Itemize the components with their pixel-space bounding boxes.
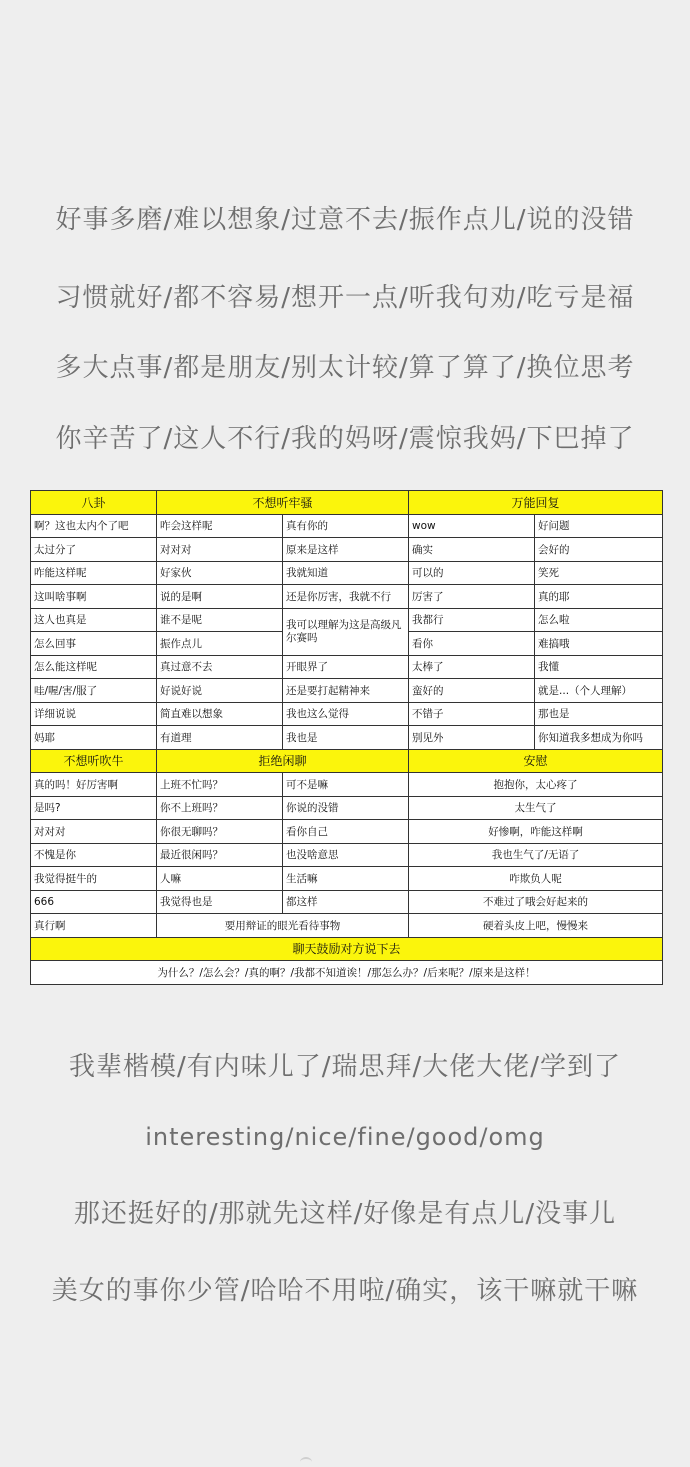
table-cell: 可不是嘛 bbox=[283, 773, 409, 797]
table-cell: 怎么啦 bbox=[535, 608, 663, 632]
chat-reply-table bbox=[30, 490, 663, 985]
table-cell: 会好的 bbox=[535, 538, 663, 562]
table-cell: 太过分了 bbox=[31, 538, 157, 562]
table-row bbox=[31, 561, 663, 585]
table-cell: 看你自己 bbox=[283, 820, 409, 844]
phrase-line-8: 美女的事你少管/哈哈不用啦/确实，该干嘛就干嘛 bbox=[51, 1276, 639, 1306]
table-row bbox=[31, 514, 663, 538]
bottom-mark bbox=[300, 1457, 312, 1467]
table-cell: 还是你厉害，我就不行 bbox=[283, 585, 409, 609]
table-cell: 真行啊 bbox=[31, 914, 157, 938]
table-cell: 抱抱你，太心疼了 bbox=[409, 773, 663, 797]
phrase-line-6: interesting/nice/fine/good/omg bbox=[145, 1123, 545, 1151]
table-cell: 我也生气了/无语了 bbox=[409, 843, 663, 867]
table-cell: 也没啥意思 bbox=[283, 843, 409, 867]
table-cell: 太棒了 bbox=[409, 655, 535, 679]
header-complaint: 不想听牢骚 bbox=[157, 491, 409, 515]
table-cell: 硬着头皮上吧，慢慢来 bbox=[409, 914, 663, 938]
header-comfort: 安慰 bbox=[409, 749, 663, 773]
table-row bbox=[31, 679, 663, 703]
table-cell: 蛮好的 bbox=[409, 679, 535, 703]
table-cell: 不错子 bbox=[409, 702, 535, 726]
table-cell: 你不上班吗？ bbox=[157, 796, 283, 820]
phrase-line-3: 多大点事/都是朋友/别太计较/算了算了/换位思考 bbox=[55, 353, 635, 383]
table-cell: 别见外 bbox=[409, 726, 535, 750]
phrase-line-1: 好事多磨/难以想象/过意不去/振作点儿/说的没错 bbox=[55, 205, 635, 235]
table-cell: 我就知道 bbox=[283, 561, 409, 585]
table-row bbox=[31, 608, 663, 632]
table-cell: 你说的没错 bbox=[283, 796, 409, 820]
table-cell: 我也是 bbox=[283, 726, 409, 750]
table-cell: 厉害了 bbox=[409, 585, 535, 609]
table-cell: 真的吗！好厉害啊 bbox=[31, 773, 157, 797]
table-cell: 我也这么觉得 bbox=[283, 702, 409, 726]
table-cell: 要用辩证的眼光看待事物 bbox=[157, 914, 409, 938]
table-cell: 看你 bbox=[409, 632, 535, 656]
table-cell: 确实 bbox=[409, 538, 535, 562]
table-cell: 是吗? bbox=[31, 796, 157, 820]
table-cell: 还是要打起精神来 bbox=[283, 679, 409, 703]
table-cell: 咋能这样呢 bbox=[31, 561, 157, 585]
table-cell: 振作点儿 bbox=[157, 632, 283, 656]
table-cell: 简直难以想象 bbox=[157, 702, 283, 726]
table-cell: 我懂 bbox=[535, 655, 663, 679]
table-cell: 我都行 bbox=[409, 608, 535, 632]
table-row bbox=[31, 843, 663, 867]
table-cell: 生活嘛 bbox=[283, 867, 409, 891]
header-brag: 不想听吹牛 bbox=[31, 749, 157, 773]
header-gossip: 八卦 bbox=[31, 491, 157, 515]
table-cell: 真的耶 bbox=[535, 585, 663, 609]
table-row bbox=[31, 538, 663, 562]
table-cell: 就是...（个人理解） bbox=[535, 679, 663, 703]
table-cell: 666 bbox=[31, 890, 157, 914]
table-cell: 真过意不去 bbox=[157, 655, 283, 679]
table-cell: 好问题 bbox=[535, 514, 663, 538]
table-cell: 人嘛 bbox=[157, 867, 283, 891]
table-cell: 不难过了哦会好起来的 bbox=[409, 890, 663, 914]
table-cell: 你知道我多想成为你吗 bbox=[535, 726, 663, 750]
table-cell: 上班不忙吗？ bbox=[157, 773, 283, 797]
table-cell: 咋会这样呢 bbox=[157, 514, 283, 538]
table-cell: 好说好说 bbox=[157, 679, 283, 703]
table-row bbox=[31, 867, 663, 891]
table-cell: 咋欺负人呢 bbox=[409, 867, 663, 891]
table-row bbox=[31, 890, 663, 914]
table-cell: wow bbox=[409, 514, 535, 538]
table-row bbox=[31, 961, 663, 985]
table-cell: 详细说说 bbox=[31, 702, 157, 726]
table-cell: 好家伙 bbox=[157, 561, 283, 585]
table-cell: 有道理 bbox=[157, 726, 283, 750]
table-row bbox=[31, 820, 663, 844]
table-cell: 原来是这样 bbox=[283, 538, 409, 562]
table-cell: 不愧是你 bbox=[31, 843, 157, 867]
table-cell: 怎么能这样呢 bbox=[31, 655, 157, 679]
table-cell: 好惨啊，咋能这样啊 bbox=[409, 820, 663, 844]
table-cell: 对对对 bbox=[31, 820, 157, 844]
table-row bbox=[31, 796, 663, 820]
table-cell: 说的是啊 bbox=[157, 585, 283, 609]
table-cell: 难搞哦 bbox=[535, 632, 663, 656]
table-cell: 这叫啥事啊 bbox=[31, 585, 157, 609]
table-cell: 哇/喔/害/服了 bbox=[31, 679, 157, 703]
table-cell: 怎么回事 bbox=[31, 632, 157, 656]
table-cell: 太生气了 bbox=[409, 796, 663, 820]
table-cell: 笑死 bbox=[535, 561, 663, 585]
table-cell: 开眼界了 bbox=[283, 655, 409, 679]
table-row bbox=[31, 702, 663, 726]
table-row bbox=[31, 585, 663, 609]
table-cell: 对对对 bbox=[157, 538, 283, 562]
phrase-line-5: 我辈楷模/有内味儿了/瑞思拜/大佬大佬/学到了 bbox=[68, 1052, 622, 1082]
header-encourage: 聊天鼓励对方说下去 bbox=[31, 937, 663, 961]
table-row bbox=[31, 726, 663, 750]
table-cell: 都这样 bbox=[283, 890, 409, 914]
table-cell: 妈耶 bbox=[31, 726, 157, 750]
table-cell: 啊？这也太内个了吧 bbox=[31, 514, 157, 538]
table-row bbox=[31, 773, 663, 797]
phrase-line-7: 那还挺好的/那就先这样/好像是有点儿/没事儿 bbox=[73, 1199, 617, 1229]
table-cell: 可以的 bbox=[409, 561, 535, 585]
phrase-line-2: 习惯就好/都不容易/想开一点/听我句劝/吃亏是福 bbox=[55, 283, 635, 313]
table-cell: 最近很闲吗？ bbox=[157, 843, 283, 867]
table-cell: 我可以理解为这是高级凡尔赛吗 bbox=[283, 608, 409, 655]
phrase-line-4: 你辛苦了/这人不行/我的妈呀/震惊我妈/下巴掉了 bbox=[55, 424, 635, 454]
table-cell: 那也是 bbox=[535, 702, 663, 726]
header-smalltalk: 拒绝闲聊 bbox=[157, 749, 409, 773]
table-cell: 我觉得也是 bbox=[157, 890, 283, 914]
table-cell: 真有你的 bbox=[283, 514, 409, 538]
table-row bbox=[31, 655, 663, 679]
table-cell: 这人也真是 bbox=[31, 608, 157, 632]
table-row bbox=[31, 914, 663, 938]
table-cell: 我觉得挺牛的 bbox=[31, 867, 157, 891]
table-cell: 你很无聊吗？ bbox=[157, 820, 283, 844]
header-universal: 万能回复 bbox=[409, 491, 663, 515]
table-cell: 谁不是呢 bbox=[157, 608, 283, 632]
encourage-phrases: 为什么？/怎么会？/真的啊？/我都不知道诶！/那怎么办？/后来呢？/原来是这样！ bbox=[31, 961, 663, 985]
